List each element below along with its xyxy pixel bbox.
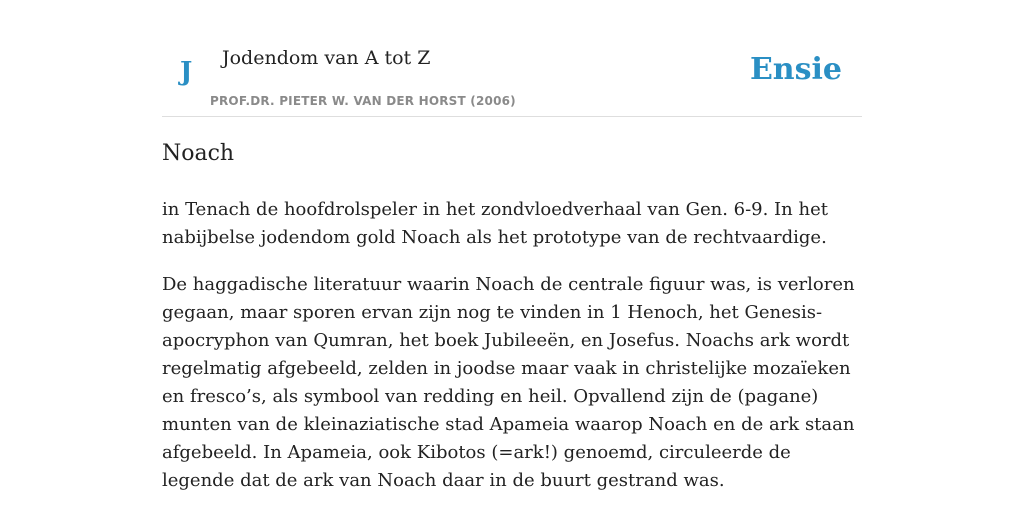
article-paragraph: De haggadische literatuur waarin Noach de centrale figuur was, is verloren gegaan, maar sporen ervan zijn nog te vinden in 1 Henoch, het Genesis-apocryphon van Qumran, het boek Jubileeën, en Josefus. Noachs ark wordt regelmatig afgebeeld, zelden in joodse maar vaak in christelijke mozaïeken en fresco’s, als symbool van redding en heil. Opvallend zijn de (pagane) munten van de kleinaziatische stad Apameia waarop Noach en de ark staan afgebeeld. In Apameia, ook Kibotos (=ark!) genoemd, circuleerde de legende dat de ark van Noach daar in de buurt gestrand was.: [162, 274, 855, 491]
book-header: [162, 40, 862, 117]
book-author: PROF.DR. PIETER W. VAN DER HORST (2006): [210, 94, 516, 108]
article-title: Noach: [162, 141, 235, 166]
book-letter-icon[interactable]: J: [180, 57, 193, 87]
article-paragraph: in Tenach de hoofdrolspeler in het zondvloedverhaal van Gen. 6-9. In het nabijbelse jodendom gold Noach als het prototype van de rechtvaardige.: [162, 199, 828, 248]
ensie-logo[interactable]: Ensie: [749, 52, 842, 87]
book-title-link[interactable]: Jodendom van A tot Z: [222, 47, 431, 69]
article: [162, 138, 862, 512]
